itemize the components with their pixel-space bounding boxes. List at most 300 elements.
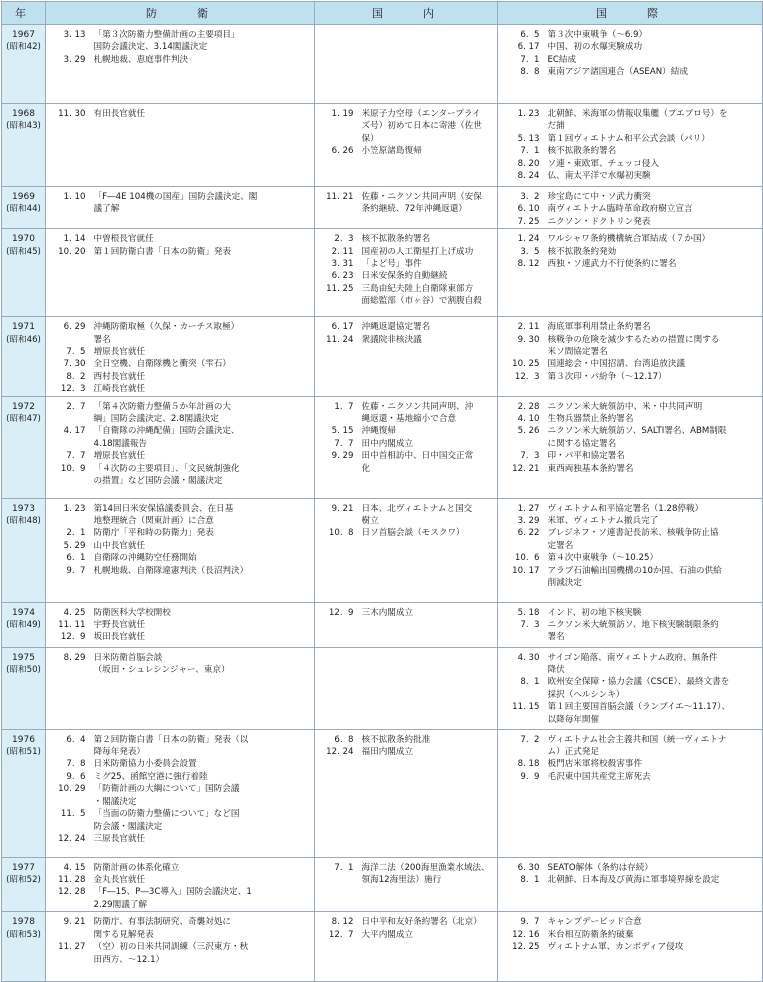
- defense-date: 11. 5: [60, 809, 86, 820]
- international-date: 11. 15: [512, 702, 540, 713]
- domestic-event-line: 佐藤・ニクソン共同声明（安保: [361, 192, 482, 202]
- era-label: (昭和43): [6, 121, 41, 132]
- defense-event-line: 全日空機、自衛隊機と衝突（雫石）: [93, 359, 232, 370]
- domestic-date: 2. 11: [331, 246, 354, 257]
- year-label: 1978: [12, 917, 35, 928]
- international-event-line: 珍宝島にて中・ソ武力衝突: [547, 192, 651, 202]
- domestic-event-line: 「よど号」事件: [361, 259, 422, 270]
- international-event-line: 国連総会・中国招請、台湾追放決議: [547, 359, 686, 370]
- international-date: 5. 13: [517, 133, 540, 144]
- defense-event-line: 4.18閣議報告: [93, 438, 148, 449]
- defense-date: 9. 6: [66, 771, 86, 782]
- defense-event-line: 署名: [93, 334, 111, 345]
- international-date: 1. 24: [517, 234, 540, 245]
- domestic-event-line: 海洋二法（200海里漁業水域法、: [361, 862, 490, 873]
- international-event-line: 以降毎年開催: [547, 714, 600, 725]
- international-date: 12. 25: [512, 942, 540, 953]
- defense-event-line: 中曽根長官就任: [93, 234, 154, 245]
- year-row: [2, 602, 763, 647]
- international-date-spacer: [498, 689, 540, 701]
- domestic-event-line: 米原子力空母（エンタープライ: [361, 109, 481, 119]
- year-label: 1973: [12, 503, 35, 514]
- year-cell: [2, 396, 46, 498]
- defense-event-line: の措置」など国防会議・閣議決定: [93, 476, 223, 487]
- era-label: (昭和42): [6, 42, 41, 53]
- domestic-date-spacer: [315, 413, 354, 425]
- domestic-event-line: 大平内閣成立: [361, 929, 414, 940]
- year-cell: [2, 498, 46, 602]
- international-events: [546, 729, 763, 857]
- defense-date: 10. 20: [58, 246, 86, 257]
- domestic-events: [360, 602, 498, 647]
- defense-date-spacer: [46, 41, 86, 53]
- defense-event-line: 国防会議決定、3.14閣議決定: [93, 42, 208, 53]
- defense-event-line: 「第３次防衛力整備計画の主要項目」: [93, 30, 240, 40]
- domestic-date-spacer: [315, 203, 354, 215]
- domestic-dates: [315, 647, 360, 729]
- international-event-line: 第３次印・パ紛争（～12.17）: [547, 371, 667, 382]
- domestic-event-line: 福田内閣成立: [361, 747, 414, 758]
- defense-date: 5. 29: [63, 540, 86, 551]
- defense-date: 8. 29: [63, 652, 86, 663]
- defense-dates: [46, 602, 92, 647]
- domestic-date-spacer: [315, 463, 354, 475]
- defense-date: 7. 5: [66, 347, 86, 358]
- international-event-line: 第３次中東戦争（～6.9）: [547, 30, 648, 40]
- international-date: 8. 8: [520, 67, 540, 78]
- domestic-event-line: 保）: [361, 133, 379, 144]
- year-row: [2, 317, 763, 396]
- international-date: 9. 7: [520, 917, 540, 928]
- year-label: 1974: [12, 607, 35, 618]
- international-event-line: ヴィエトナム軍、カンボディア侵攻: [547, 942, 684, 953]
- international-date: 4. 10: [517, 414, 540, 425]
- international-event-line: ニクソン米大統領訪ソ、地下核実験制限条約: [547, 620, 719, 631]
- domestic-event-line: ズ号）初めて日本に寄港（佐世: [361, 121, 482, 132]
- defense-date: 9. 7: [66, 565, 86, 576]
- defense-date: 11. 28: [58, 875, 86, 886]
- year-cell: [2, 104, 46, 187]
- international-dates: [498, 25, 546, 104]
- defense-date-spacer: [46, 413, 86, 425]
- international-date-spacer: [498, 540, 540, 552]
- defense-date-spacer: [46, 334, 86, 346]
- international-date: 6. 17: [517, 42, 540, 53]
- domestic-event-line: 沖縄返還協定署名: [361, 322, 431, 333]
- international-date: 8. 20: [517, 158, 540, 169]
- defense-date: 4. 17: [63, 426, 86, 437]
- defense-date: 10. 29: [58, 784, 86, 795]
- defense-events: [92, 229, 315, 317]
- international-event-line: 降伏: [547, 665, 565, 676]
- international-events: [546, 104, 763, 187]
- defense-event-line: 第１回防衛白書「日本の防衛」発表: [93, 246, 232, 257]
- domestic-date-spacer: [315, 120, 354, 132]
- domestic-event-line: 三島由紀夫陸上自衛隊東部方: [361, 283, 474, 294]
- domestic-date: 12. 7: [328, 929, 354, 940]
- defense-event-line: 降毎年発表）: [93, 747, 146, 758]
- international-event-line: 東南アジア諸国連合（ASEAN）結成: [547, 67, 688, 78]
- header-international: 国 際: [498, 2, 763, 25]
- international-events: [546, 25, 763, 104]
- defense-event-line: 防衛計画の体系化確立: [93, 862, 180, 873]
- international-date: 7. 2: [520, 734, 540, 745]
- international-event-line: 毛沢東中国共産党主席死去: [547, 771, 651, 782]
- year-cell: [2, 25, 46, 104]
- international-event-line: 核不拡散条約署名: [547, 146, 617, 157]
- domestic-date: 6. 17: [331, 322, 354, 333]
- year-label: 1971: [12, 322, 35, 333]
- defense-dates: [46, 912, 92, 982]
- defense-dates: [46, 498, 92, 602]
- defense-dates: [46, 396, 92, 498]
- era-label: (昭和52): [6, 875, 41, 886]
- defense-event-line: 札幌地裁、恵庭事件判決: [93, 54, 189, 65]
- domestic-date: 1. 7: [334, 401, 354, 412]
- defense-event-line: 日米防衛協力小委員会設置: [93, 759, 197, 770]
- defense-event-line: 防会議・閣議決定: [93, 821, 163, 832]
- domestic-date: 9. 29: [331, 451, 354, 462]
- international-date: 8. 1: [520, 875, 540, 886]
- defense-event-line: 議了解: [93, 204, 120, 215]
- international-date-spacer: [498, 438, 540, 450]
- defense-event-line: 防衛医科大学校開校: [93, 607, 171, 618]
- international-dates: [498, 104, 546, 187]
- international-date-spacer: [498, 631, 540, 643]
- defense-event-line: 山中長官就任: [93, 540, 146, 551]
- defense-date: 11. 27: [58, 942, 86, 953]
- domestic-event-line: 三木内閣成立: [361, 607, 414, 618]
- international-date: 6. 5: [520, 30, 540, 40]
- international-dates: [498, 602, 546, 647]
- defense-date: 12. 3: [60, 384, 86, 395]
- defense-date-spacer: [46, 821, 86, 833]
- domestic-event-line: 日米安保条約自動継続: [361, 271, 448, 282]
- international-event-line: 海底軍事利用禁止条約署名: [547, 322, 651, 333]
- international-events: [546, 602, 763, 647]
- domestic-event-line: 沖縄復帰: [361, 426, 396, 437]
- domestic-event-line: 田中内閣成立: [361, 438, 414, 449]
- defense-date: 11. 11: [58, 620, 86, 631]
- domestic-event-line: 国産初の人工衛星打上げ成功: [361, 246, 474, 257]
- year-row: [2, 25, 763, 104]
- international-date: 1. 27: [517, 503, 540, 514]
- domestic-date-spacer: [315, 295, 354, 307]
- international-event-line: 削減決定: [547, 578, 582, 589]
- domestic-date: 11. 25: [326, 283, 354, 294]
- defense-event-line: 「第４次防衛力整備５か年計画の大: [93, 401, 232, 412]
- era-label: (昭和49): [6, 620, 41, 631]
- defense-dates: [46, 647, 92, 729]
- defense-event-line: 防衛庁「平和時の防衛力」発表: [93, 528, 214, 539]
- international-date: 7. 25: [517, 216, 540, 227]
- era-label: (昭和48): [6, 516, 41, 527]
- defense-event-line: 2.29閣議了解: [93, 899, 148, 910]
- year-label: 1975: [12, 652, 35, 663]
- defense-event-line: 「当面の防衛力整備について」など国: [93, 809, 240, 820]
- domestic-events: [360, 229, 498, 317]
- international-date: 2. 28: [517, 401, 540, 412]
- domestic-events: [360, 647, 498, 729]
- international-event-line: インド、初の地下核実験: [547, 607, 642, 618]
- international-date-spacer: [498, 120, 540, 132]
- era-label: (昭和47): [6, 414, 41, 425]
- domestic-dates: [315, 857, 360, 912]
- defense-date-spacer: [46, 746, 86, 758]
- defense-event-line: 金丸長官就任: [93, 875, 146, 886]
- domestic-dates: [315, 25, 360, 104]
- international-dates: [498, 912, 546, 982]
- year-label: 1967: [12, 30, 35, 40]
- international-event-line: 北朝鮮、米海軍の情報収集艦（プエブロ号）を: [547, 109, 728, 119]
- international-event-line: ソ連・東欧軍、チェッコ侵入: [547, 158, 659, 169]
- defense-dates: [46, 187, 92, 229]
- international-event-line: 北朝鮮、日本海及び黄海に軍事境界線を設定: [547, 875, 720, 886]
- international-date: 6. 10: [517, 204, 540, 215]
- international-dates: [498, 498, 546, 602]
- defense-event-line: 「F―15、P―3C導入」国防会議決定、1: [93, 887, 252, 898]
- defense-date: 1. 10: [63, 192, 86, 202]
- international-events: [546, 187, 763, 229]
- domestic-date: 9. 21: [331, 503, 354, 514]
- defense-date: 2. 1: [66, 528, 86, 539]
- era-label: (昭和46): [6, 334, 41, 345]
- defense-events: [92, 317, 315, 396]
- domestic-date: 1. 19: [331, 109, 354, 119]
- international-event-line: ム）正式発足: [547, 747, 600, 758]
- international-dates: [498, 647, 546, 729]
- defense-events: [92, 104, 315, 187]
- defense-event-line: 江崎長官就任: [93, 384, 146, 395]
- domestic-event-line: 縄返還・基地縮小で合意: [361, 414, 457, 425]
- defense-date: 3. 13: [63, 30, 86, 40]
- domestic-event-line: 面総監部（市ヶ谷）で割腹自殺: [361, 296, 482, 307]
- international-date: 1. 23: [517, 109, 540, 119]
- defense-dates: [46, 104, 92, 187]
- year-label: 1968: [12, 109, 35, 119]
- defense-event-line: 「防衛計画の大綱について」国防会議: [93, 784, 240, 795]
- international-event-line: 第１回ヴィエトナム和平公式会談（パリ）: [547, 133, 710, 144]
- defense-events: [92, 498, 315, 602]
- defense-date: 12. 24: [58, 833, 86, 844]
- year-row: [2, 729, 763, 857]
- defense-event-line: ・閣議決定: [93, 796, 137, 807]
- defense-date: 8. 2: [66, 371, 86, 382]
- defense-date: 7. 30: [63, 359, 86, 370]
- domestic-event-line: 佐藤・ニクソン共同声明、沖: [361, 401, 474, 412]
- defense-event-line: 西村長官就任: [93, 371, 146, 382]
- domestic-date: 6. 23: [331, 271, 354, 282]
- international-date: 7. 1: [520, 146, 540, 157]
- international-event-line: 東西両独基本条約署名: [547, 463, 634, 474]
- defense-dates: [46, 229, 92, 317]
- defense-events: [92, 187, 315, 229]
- defense-event-line: 第２回防衛白書「日本の防衛」発表（以: [93, 734, 249, 745]
- year-cell: [2, 729, 46, 857]
- international-dates: [498, 229, 546, 317]
- international-date: 9. 30: [517, 334, 540, 345]
- international-date: 5. 18: [517, 607, 540, 618]
- defense-event-line: 沖縄防衛取極（久保・カーチス取極）: [93, 322, 240, 333]
- defense-events: [92, 647, 315, 729]
- defense-event-line: 田西方、～12.1）: [93, 954, 165, 965]
- international-date: 8. 12: [517, 259, 540, 270]
- year-cell: [2, 317, 46, 396]
- international-dates: [498, 729, 546, 857]
- header-year: 年: [2, 2, 46, 25]
- domestic-event-line: 日ソ首脳会談（モスクワ）: [361, 528, 465, 539]
- domestic-events: [360, 498, 498, 602]
- defense-date-spacer: [46, 438, 86, 450]
- international-event-line: ブレジネフ・ソ連書記長訪米、核戦争防止協: [547, 528, 719, 539]
- domestic-date: 12. 9: [328, 607, 354, 618]
- domestic-event-line: 田中首相訪中、日中国交正常: [361, 451, 474, 462]
- domestic-event-line: 条約継続、72年沖縄返還）: [361, 204, 467, 215]
- international-event-line: SEATO解体（条約は存続）: [547, 862, 653, 873]
- international-date: 7. 1: [520, 54, 540, 65]
- year-row: [2, 187, 763, 229]
- defense-event-line: 増原長官就任: [93, 347, 146, 358]
- international-event-line: ニクソン米大統領訪中、米・中共同声明: [547, 401, 703, 412]
- international-date: 6. 30: [517, 862, 540, 873]
- domestic-dates: [315, 187, 360, 229]
- defense-date: 4. 25: [63, 607, 86, 618]
- domestic-date-spacer: [315, 133, 354, 145]
- international-event-line: アラブ石油輸出国機構の10か国、石油の供給: [547, 565, 722, 576]
- domestic-dates: [315, 104, 360, 187]
- defense-date-spacer: [46, 929, 86, 941]
- year-row: [2, 498, 763, 602]
- domestic-events: [360, 857, 498, 912]
- domestic-events: [360, 187, 498, 229]
- defense-date: 12. 28: [58, 887, 86, 898]
- year-row: [2, 912, 763, 982]
- international-date: 2. 11: [517, 322, 540, 333]
- era-label: (昭和51): [6, 747, 41, 758]
- international-event-line: 仏、南太平洋で水爆初実験: [547, 171, 651, 182]
- international-event-line: 印・パ平和協定署名: [547, 451, 625, 462]
- international-event-line: 核不拡散条約発効: [547, 246, 617, 257]
- international-event-line: だ捕: [547, 121, 565, 132]
- domestic-event-line: 領海12海里法）施行: [361, 875, 442, 886]
- defense-event-line: 防衛庁、有事法制研究、奇襲対処に: [93, 917, 232, 928]
- defense-date: 1. 14: [63, 234, 86, 245]
- defense-event-line: 坂田長官就任: [93, 632, 146, 643]
- defense-event-line: 関する見解発表: [93, 929, 154, 940]
- international-event-line: 板門店米軍将校殺害事件: [547, 759, 643, 770]
- defense-event-line: 札幌地裁、自衛隊違憲判決（長沼判決）: [93, 565, 249, 576]
- defense-events: [92, 396, 315, 498]
- domestic-events: [360, 396, 498, 498]
- defense-event-line: 「F―4E 104機の国産」国防会議決定、閣: [93, 192, 258, 202]
- era-label: (昭和44): [6, 204, 41, 215]
- international-event-line: EC結成: [547, 54, 577, 65]
- international-date: 10. 17: [512, 565, 540, 576]
- international-dates: [498, 396, 546, 498]
- era-label: (昭和50): [6, 665, 41, 676]
- international-event-line: に関する協定署名: [547, 438, 617, 449]
- international-date: 12. 21: [512, 463, 540, 474]
- defense-events: [92, 912, 315, 982]
- international-events: [546, 912, 763, 982]
- international-date-spacer: [498, 746, 540, 758]
- international-date-spacer: [498, 346, 540, 358]
- domestic-date: 7. 1: [334, 862, 354, 873]
- international-event-line: ワルシャワ条約機構統合軍結成（７か国）: [547, 234, 711, 245]
- defense-date: 7. 8: [66, 759, 86, 770]
- year-label: 1977: [12, 862, 35, 873]
- year-row: [2, 647, 763, 729]
- domestic-date: 3. 31: [331, 259, 354, 270]
- domestic-event-line: 日本、北ヴィエトナムと国交: [361, 503, 473, 514]
- international-event-line: サイゴン陥落、南ヴィエトナム政府、無条件: [547, 652, 718, 663]
- domestic-events: [360, 912, 498, 982]
- domestic-dates: [315, 317, 360, 396]
- year-label: 1969: [12, 192, 35, 202]
- international-event-line: ヴィエトナム社会主義共和国（統一ヴィエトナ: [547, 734, 727, 745]
- defense-date-spacer: [46, 899, 86, 911]
- international-events: [546, 317, 763, 396]
- international-date: 4. 30: [517, 652, 540, 663]
- international-event-line: 米ソ間協定署名: [547, 347, 608, 358]
- defense-dates: [46, 317, 92, 396]
- international-dates: [498, 857, 546, 912]
- international-date: 12. 16: [512, 929, 540, 940]
- international-events: [546, 396, 763, 498]
- defense-event-line: 自衛隊の沖縄防空任務開始: [93, 553, 197, 564]
- domestic-dates: [315, 229, 360, 317]
- domestic-dates: [315, 912, 360, 982]
- international-dates: [498, 187, 546, 229]
- defense-date: 4. 15: [63, 862, 86, 873]
- defense-event-line: 「自衛隊の沖縄配備」国防会議決定、: [93, 426, 240, 437]
- defense-event-line: 「４次防の主要項目」、「文民統制強化: [93, 463, 240, 474]
- defense-event-line: （坂田・シュレシンジャー、東京）: [93, 665, 230, 676]
- defense-dates: [46, 25, 92, 104]
- international-events: [546, 647, 763, 729]
- domestic-event-line: 小笠原諸島復帰: [361, 146, 422, 157]
- international-events: [546, 857, 763, 912]
- domestic-date: 12. 24: [326, 747, 354, 758]
- defense-events: [92, 729, 315, 857]
- defense-date: 1. 23: [63, 503, 86, 514]
- international-event-line: 米台相互防衛条約破棄: [547, 929, 634, 940]
- defense-date-spacer: [46, 203, 86, 215]
- international-date: 12. 3: [514, 371, 540, 382]
- defense-date: 6. 4: [66, 734, 86, 745]
- international-events: [546, 498, 763, 602]
- defense-event-line: 日米防衛首脳会談: [93, 652, 163, 663]
- international-date: 3. 5: [520, 246, 540, 257]
- domestic-date-spacer: [315, 874, 354, 886]
- domestic-events: [360, 317, 498, 396]
- international-event-line: キャンプデービッド合意: [547, 917, 642, 928]
- domestic-event-line: 核不拡散条約批准: [361, 734, 431, 745]
- international-date: 10. 6: [514, 553, 540, 564]
- year-row: [2, 229, 763, 317]
- year-row: [2, 396, 763, 498]
- defense-date: 11. 30: [58, 109, 86, 119]
- year-label: 1972: [12, 401, 35, 412]
- defense-dates: [46, 857, 92, 912]
- international-event-line: 南ヴィエトナム臨時革命政府樹立宣言: [547, 204, 693, 215]
- domestic-events: [360, 25, 498, 104]
- domestic-dates: [315, 396, 360, 498]
- domestic-date-spacer: [315, 515, 354, 527]
- defense-date-spacer: [46, 954, 86, 966]
- defense-date: 6. 1: [66, 553, 86, 564]
- international-date: 3. 29: [517, 516, 540, 527]
